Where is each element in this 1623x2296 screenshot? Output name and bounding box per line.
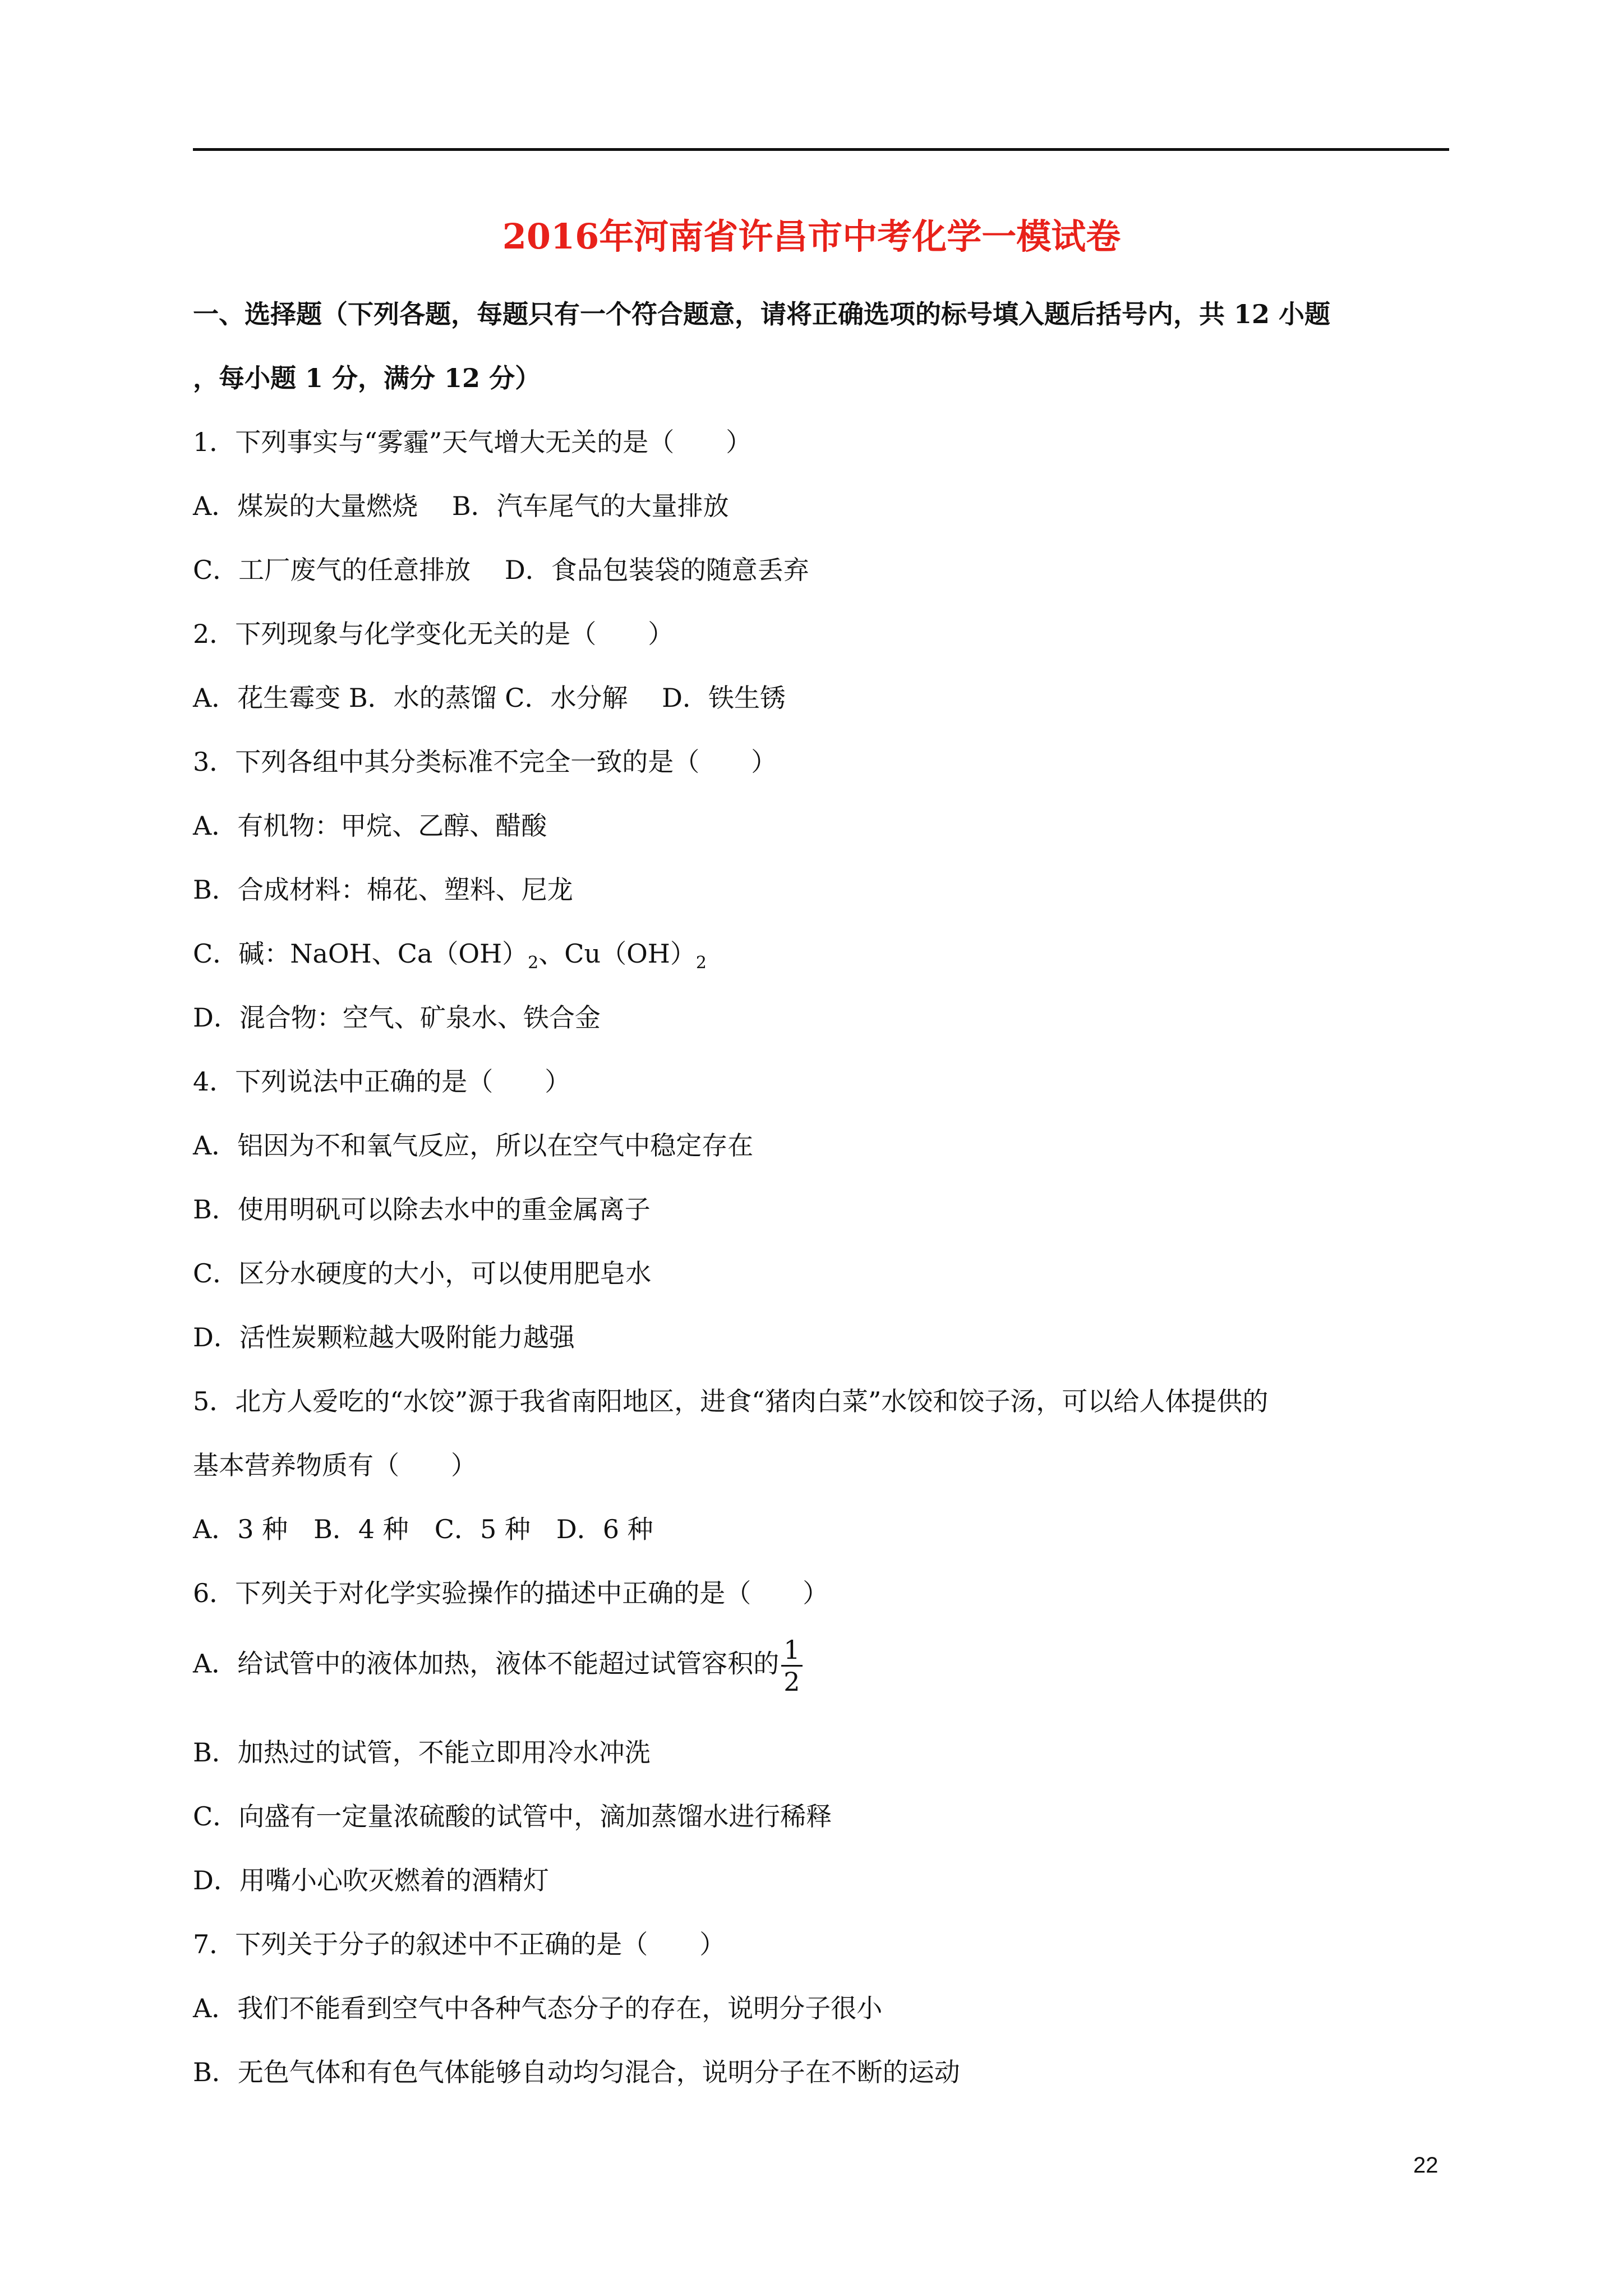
q6-option-a-text: A．给试管中的液体加热，液体不能超过试管容积的 (193, 1648, 780, 1679)
section-heading-line2: ，每小题 1 分，满分 12 分） (193, 363, 541, 393)
section-heading-line1: 一、选择题（下列各题，每题只有一个符合题意，请将正确选项的标号填入题后括号内，共 12 小题 (193, 299, 1331, 329)
q1-options-line2: C．工厂废气的任意排放 D．食品包装袋的随意丢弃 (193, 555, 809, 585)
q7-stem: 7．下列关于分子的叙述中不正确的是（ ） (193, 1929, 726, 1959)
fraction-denominator: 2 (783, 1667, 800, 1697)
q6-option-a (193, 1635, 803, 1697)
q3-subscript-2: 2 (695, 953, 707, 973)
q3-option-c-mid: 、Cu（OH） (538, 938, 696, 969)
q5-stem-line1: 5．北方人爱吃的“水饺”源于我省南阳地区，进食“猪肉白菜”水饺和饺子汤，可以给人体提供的 (193, 1386, 1269, 1416)
q2-options: A．花生霉变 B．水的蒸馏 C．水分解 D．铁生锈 (193, 683, 786, 713)
fraction-one-half (781, 1635, 802, 1697)
q4-option-b: B．使用明矾可以除去水中的重金属离子 (193, 1194, 651, 1225)
q3-subscript-1: 2 (528, 953, 539, 973)
q3-stem: 3．下列各组中其分类标准不完全一致的是（ ） (193, 747, 777, 777)
q7-option-b: B．无色气体和有色气体能够自动均匀混合，说明分子在不断的运动 (193, 2057, 960, 2087)
q3-option-a: A．有机物：甲烷、乙醇、醋酸 (193, 811, 547, 841)
q4-option-c: C．区分水硬度的大小，可以使用肥皂水 (193, 1258, 652, 1289)
q3-option-b: B．合成材料：棉花、塑料、尼龙 (193, 875, 573, 905)
q4-stem: 4．下列说法中正确的是（ ） (193, 1066, 571, 1097)
header-rule (193, 148, 1449, 151)
q6-option-d: D．用嘴小心吹灭燃着的酒精灯 (193, 1865, 549, 1895)
q1-options-line1: A．煤炭的大量燃烧 B．汽车尾气的大量排放 (193, 491, 729, 521)
q6-option-c: C．向盛有一定量浓硫酸的试管中，滴加蒸馏水进行稀释 (193, 1801, 832, 1832)
q6-option-b: B．加热过的试管，不能立即用冷水冲洗 (193, 1737, 651, 1768)
q3-option-d: D．混合物：空气、矿泉水、铁合金 (193, 1002, 601, 1033)
q4-option-a: A．铝因为不和氧气反应，所以在空气中稳定存在 (193, 1130, 754, 1161)
q2-stem: 2．下列现象与化学变化无关的是（ ） (193, 619, 674, 649)
q1-stem: 1．下列事实与“雾霾”天气增大无关的是（ ） (193, 427, 752, 457)
q4-option-d: D．活性炭颗粒越大吸附能力越强 (193, 1322, 575, 1352)
q3-option-c-prefix: C．碱：NaOH、Ca（OH） (193, 938, 528, 969)
q3-option-c (193, 931, 707, 976)
q5-options: A．3 种 B．4 种 C．5 种 D．6 种 (193, 1514, 653, 1544)
q5-stem-line2: 基本营养物质有（ ） (193, 1450, 477, 1480)
page-title: 2016年河南省许昌市中考化学一模试卷 (502, 216, 1121, 257)
q6-stem: 6．下列关于对化学实验操作的描述中正确的是（ ） (193, 1578, 829, 1608)
fraction-numerator: 1 (781, 1635, 802, 1667)
q7-option-a: A．我们不能看到空气中各种气态分子的存在，说明分子很小 (193, 1993, 883, 2023)
page-number: 22 (1413, 2153, 1438, 2178)
